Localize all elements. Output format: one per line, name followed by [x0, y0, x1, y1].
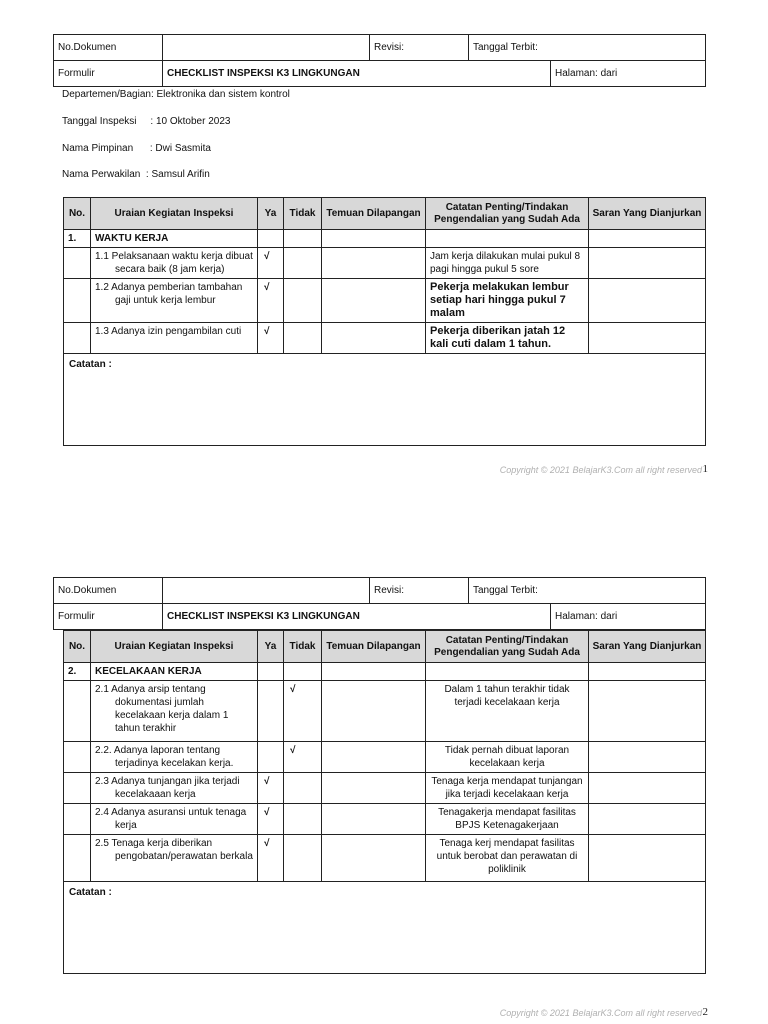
section-number: 1.	[64, 230, 91, 248]
checklist-table	[63, 197, 706, 446]
ya-check: √	[258, 323, 284, 354]
col-header-catatan: Catatan Penting/Tindakan Pengendalian yang Sudah Ada	[426, 631, 589, 663]
item-text: 1.3 Adanya izin pengambilan cuti	[91, 323, 258, 354]
temuan-cell	[322, 323, 426, 354]
tidak-check	[284, 248, 322, 279]
form-title: CHECKLIST INSPEKSI K3 LINGKUNGAN	[163, 61, 551, 87]
item-text: 2.5 Tenaga kerja diberikan pengobatan/perawatan berkala	[91, 835, 258, 882]
ya-check: √	[258, 248, 284, 279]
catatan-cell: Pekerja diberikan jatah 12 kali cuti dalam 1 tahun.	[426, 323, 589, 354]
col-header-tidak: Tidak	[284, 631, 322, 663]
col-header-no: No.	[64, 631, 91, 663]
ya-check: √	[258, 279, 284, 323]
col-header-uraian: Uraian Kegiatan Inspeksi	[91, 631, 258, 663]
col-header-ya: Ya	[258, 631, 284, 663]
tidak-check	[284, 323, 322, 354]
page-number: 1	[702, 463, 708, 475]
catatan-cell: Dalam 1 tahun terakhir tidak terjadi kecelakaan kerja	[426, 681, 589, 742]
table-row	[64, 323, 706, 354]
catatan-cell: Tidak pernah dibuat laporan kecelakaan kerja	[426, 742, 589, 773]
issue-date-label: Tanggal Terbit:	[469, 35, 706, 61]
saran-cell	[589, 681, 706, 742]
ya-check: √	[258, 835, 284, 882]
table-row	[64, 773, 706, 804]
notes-section: Catatan :	[64, 882, 706, 974]
tidak-check	[284, 773, 322, 804]
revision-label: Revisi:	[370, 578, 469, 604]
col-header-saran: Saran Yang Dianjurkan	[589, 631, 706, 663]
leader-info: Nama Pimpinan : Dwi Sasmita	[62, 143, 211, 154]
section-number: 2.	[64, 663, 91, 681]
checklist-table	[63, 630, 706, 974]
saran-cell	[589, 248, 706, 279]
form-title: CHECKLIST INSPEKSI K3 LINGKUNGAN	[163, 604, 551, 630]
temuan-cell	[322, 248, 426, 279]
col-header-catatan: Catatan Penting/Tindakan Pengendalian yang Sudah Ada	[426, 198, 589, 230]
page-label: Halaman: dari	[551, 61, 706, 87]
document-header	[53, 34, 706, 87]
table-row	[64, 681, 706, 742]
item-text: 1.1 Pelaksanaan waktu kerja dibuat secara baik (8 jam kerja)	[91, 248, 258, 279]
form-label: Formulir	[54, 604, 163, 630]
tidak-check	[284, 835, 322, 882]
col-header-uraian: Uraian Kegiatan Inspeksi	[91, 198, 258, 230]
tidak-check	[284, 279, 322, 323]
tidak-check	[284, 804, 322, 835]
col-header-temuan: Temuan Dilapangan	[322, 631, 426, 663]
item-text: 2.4 Adanya asuransi untuk tenaga kerja	[91, 804, 258, 835]
temuan-cell	[322, 681, 426, 742]
doc-no-value	[163, 578, 370, 604]
table-row	[64, 279, 706, 323]
saran-cell	[589, 804, 706, 835]
catatan-cell: Pekerja melakukan lembur setiap hari hingga pukul 7 malam	[426, 279, 589, 323]
saran-cell	[589, 279, 706, 323]
catatan-cell: Tenaga kerj mendapat fasilitas untuk berobat dan perawatan di poliklinik	[426, 835, 589, 882]
temuan-cell	[322, 742, 426, 773]
table-row	[64, 248, 706, 279]
temuan-cell	[322, 773, 426, 804]
doc-no-value	[163, 35, 370, 61]
catatan-cell: Jam kerja dilakukan mulai pukul 8 pagi hingga pukul 5 sore	[426, 248, 589, 279]
ya-check: √	[258, 804, 284, 835]
notes-section: Catatan :	[64, 354, 706, 446]
inspection-date-info: Tanggal Inspeksi : 10 Oktober 2023	[62, 116, 231, 127]
item-text: 2.3 Adanya tunjangan jika terjadi kecelakaaan kerja	[91, 773, 258, 804]
col-header-tidak: Tidak	[284, 198, 322, 230]
col-header-ya: Ya	[258, 198, 284, 230]
table-row	[64, 804, 706, 835]
representative-info: Nama Perwakilan : Samsul Arifin	[62, 169, 210, 180]
item-text: 2.1 Adanya arsip tentang dokumentasi jumlah kecelakaan kerja dalam 1 tahun terakhir	[91, 681, 258, 742]
issue-date-label: Tanggal Terbit:	[469, 578, 706, 604]
tidak-check: √	[284, 681, 322, 742]
col-header-temuan: Temuan Dilapangan	[322, 198, 426, 230]
revision-label: Revisi:	[370, 35, 469, 61]
tidak-check: √	[284, 742, 322, 773]
catatan-cell: Tenagakerja mendapat fasilitas BPJS Ketenagakerjaan	[426, 804, 589, 835]
department-info: Departemen/Bagian: Elektronika dan sistem kontrol	[62, 89, 290, 100]
section-title: KECELAKAAN KERJA	[91, 663, 258, 681]
col-header-no: No.	[64, 198, 91, 230]
item-text: 1.2 Adanya pemberian tambahan gaji untuk kerja lembur	[91, 279, 258, 323]
temuan-cell	[322, 804, 426, 835]
saran-cell	[589, 773, 706, 804]
col-header-saran: Saran Yang Dianjurkan	[589, 198, 706, 230]
section-title: WAKTU KERJA	[91, 230, 258, 248]
saran-cell	[589, 323, 706, 354]
ya-check: √	[258, 773, 284, 804]
saran-cell	[589, 835, 706, 882]
copyright-text: Copyright © 2021 BelajarK3.Com all right reserved	[499, 1008, 702, 1018]
table-row	[64, 742, 706, 773]
temuan-cell	[322, 835, 426, 882]
copyright-text: Copyright © 2021 BelajarK3.Com all right reserved	[499, 465, 702, 475]
page-label: Halaman: dari	[551, 604, 706, 630]
form-label: Formulir	[54, 61, 163, 87]
page-number: 2	[702, 1006, 708, 1018]
temuan-cell	[322, 279, 426, 323]
table-row	[64, 835, 706, 882]
doc-no-label: No.Dokumen	[54, 578, 163, 604]
item-text: 2.2. Adanya laporan tentang terjadinya kecelakan kerja.	[91, 742, 258, 773]
doc-no-label: No.Dokumen	[54, 35, 163, 61]
catatan-cell: Tenaga kerja mendapat tunjangan jika terjadi kecelakaan kerja	[426, 773, 589, 804]
document-header	[53, 577, 706, 630]
ya-check	[258, 681, 284, 742]
saran-cell	[589, 742, 706, 773]
ya-check	[258, 742, 284, 773]
